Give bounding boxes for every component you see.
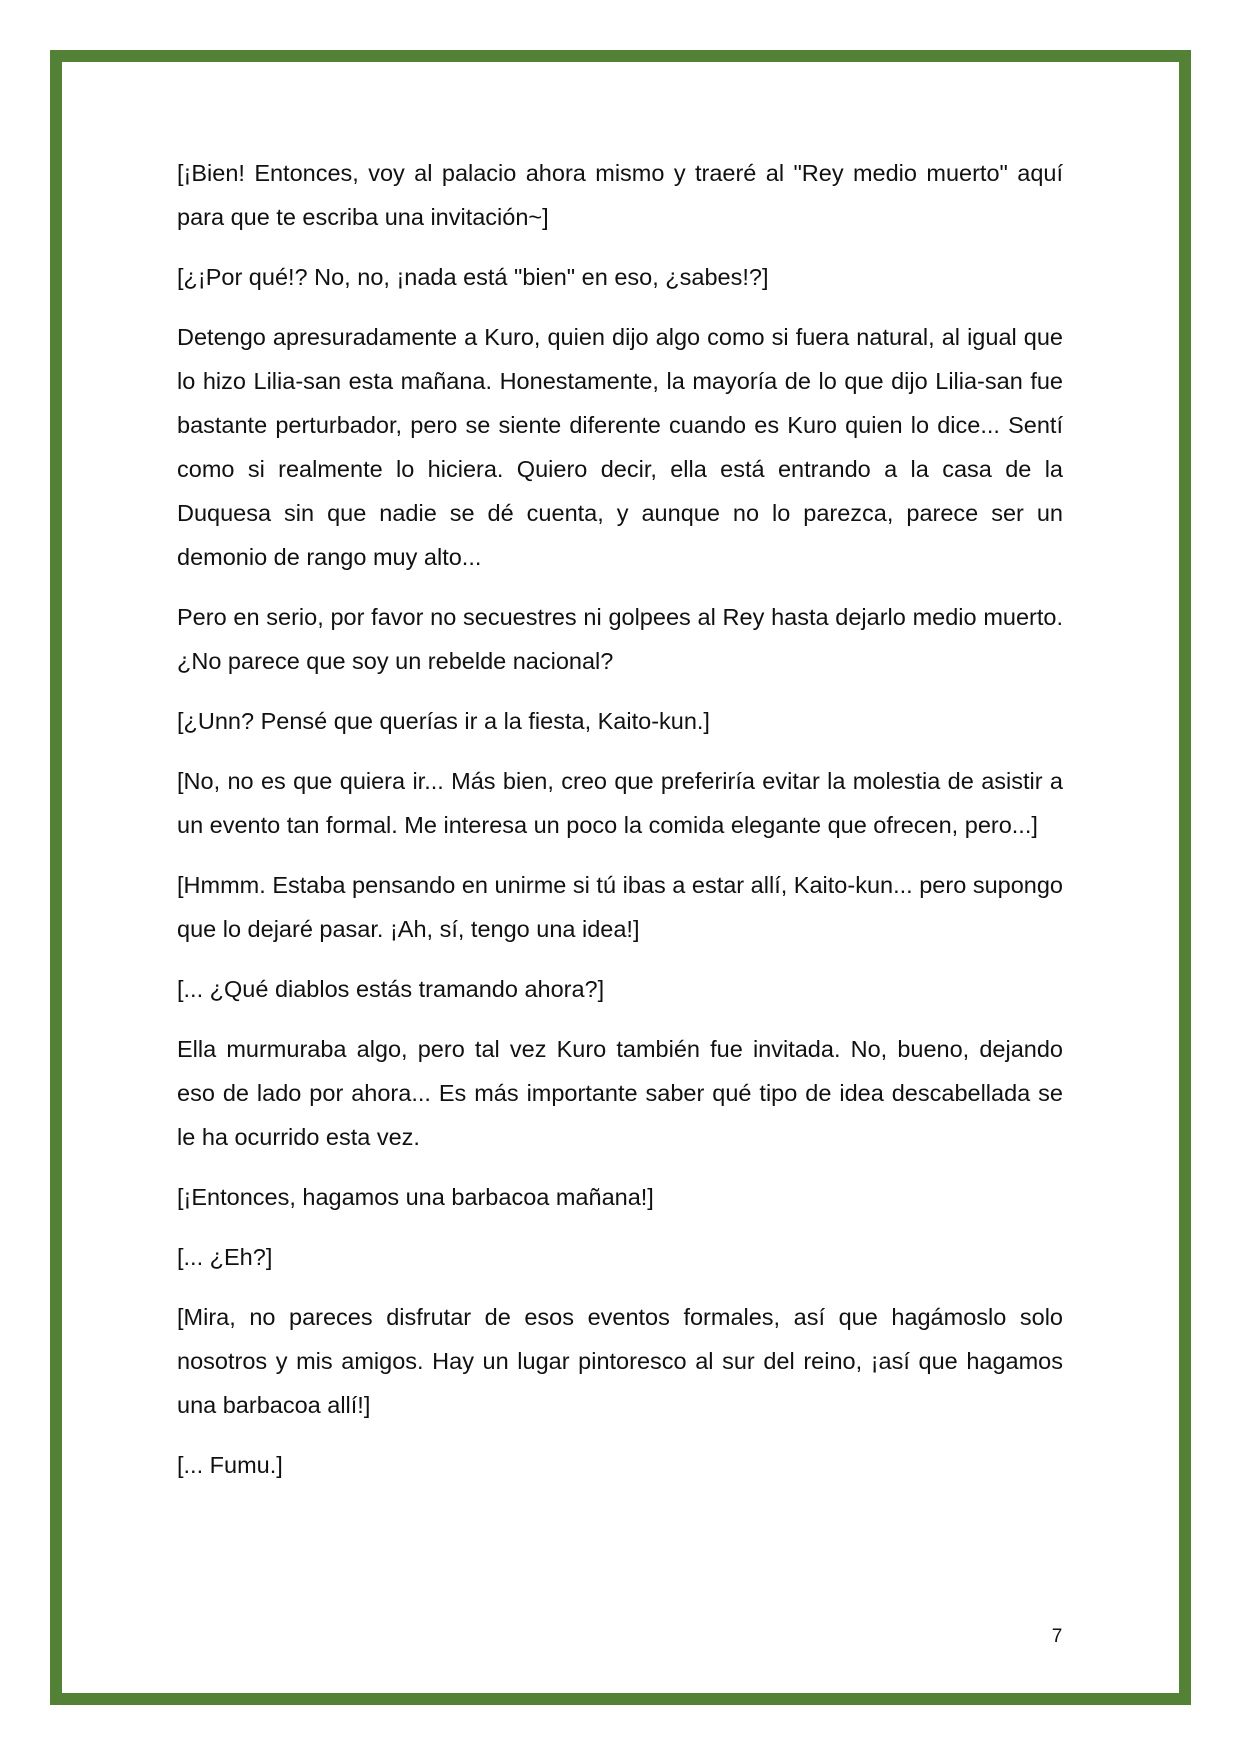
paragraph: Ella murmuraba algo, pero tal vez Kuro también fue invitada. No, bueno, dejando eso de lado por ahora... Es más importante saber qué tipo de idea descabellada se le ha ocurrido esta vez. [177, 1036, 1063, 1150]
paragraph: [¿Unn? Pensé que querías ir a la fiesta, Kaito-kun.] [177, 708, 710, 734]
paragraph: [No, no es que quiera ir... Más bien, creo que preferiría evitar la molestia de asistir a un evento tan formal. Me interesa un poco la comida elegante que ofrecen, pero...] [177, 768, 1063, 838]
paragraph: [¡Entonces, hagamos una barbacoa mañana!] [177, 1184, 654, 1210]
paragraph: [¿¡Por qué!? No, no, ¡nada está "bien" en eso, ¿sabes!?] [177, 264, 769, 290]
paragraph: [... Fumu.] [177, 1452, 283, 1478]
paragraph: [Hmmm. Estaba pensando en unirme si tú ibas a estar allí, Kaito-kun... pero supongo que lo dejaré pasar. ¡Ah, sí, tengo una idea!] [177, 872, 1063, 942]
paragraph: Pero en serio, por favor no secuestres ni golpees al Rey hasta dejarlo medio muerto. ¿No parece que soy un rebelde nacional? [177, 604, 1063, 674]
paragraph: [... ¿Eh?] [177, 1244, 273, 1270]
page-number: 7 [1051, 1626, 1063, 1647]
paragraph: Detengo apresuradamente a Kuro, quien dijo algo como si fuera natural, al igual que lo hizo Lilia-san esta mañana. Honestamente, la mayoría de lo que dijo Lilia-san fue bastante perturbador, pero se siente diferente cuando es Kuro quien lo dice... Sentí como si realmente lo hiciera. Quiero decir, ella está entrando a la casa de la Duquesa sin que nadie se dé cuenta, y aunque no lo parezca, parece ser un demonio de rango muy alto... [177, 324, 1063, 570]
paragraph: [... ¿Qué diablos estás tramando ahora?] [177, 976, 605, 1002]
page-body [177, 151, 1063, 1503]
paragraph: [Mira, no pareces disfrutar de esos eventos formales, así que hagámoslo solo nosotros y mis amigos. Hay un lugar pintoresco al sur del reino, ¡así que hagamos una barbacoa allí!] [177, 1304, 1063, 1418]
paragraph: [¡Bien! Entonces, voy al palacio ahora mismo y traeré al "Rey medio muerto" aquí para que te escriba una invitación~] [177, 160, 1063, 230]
